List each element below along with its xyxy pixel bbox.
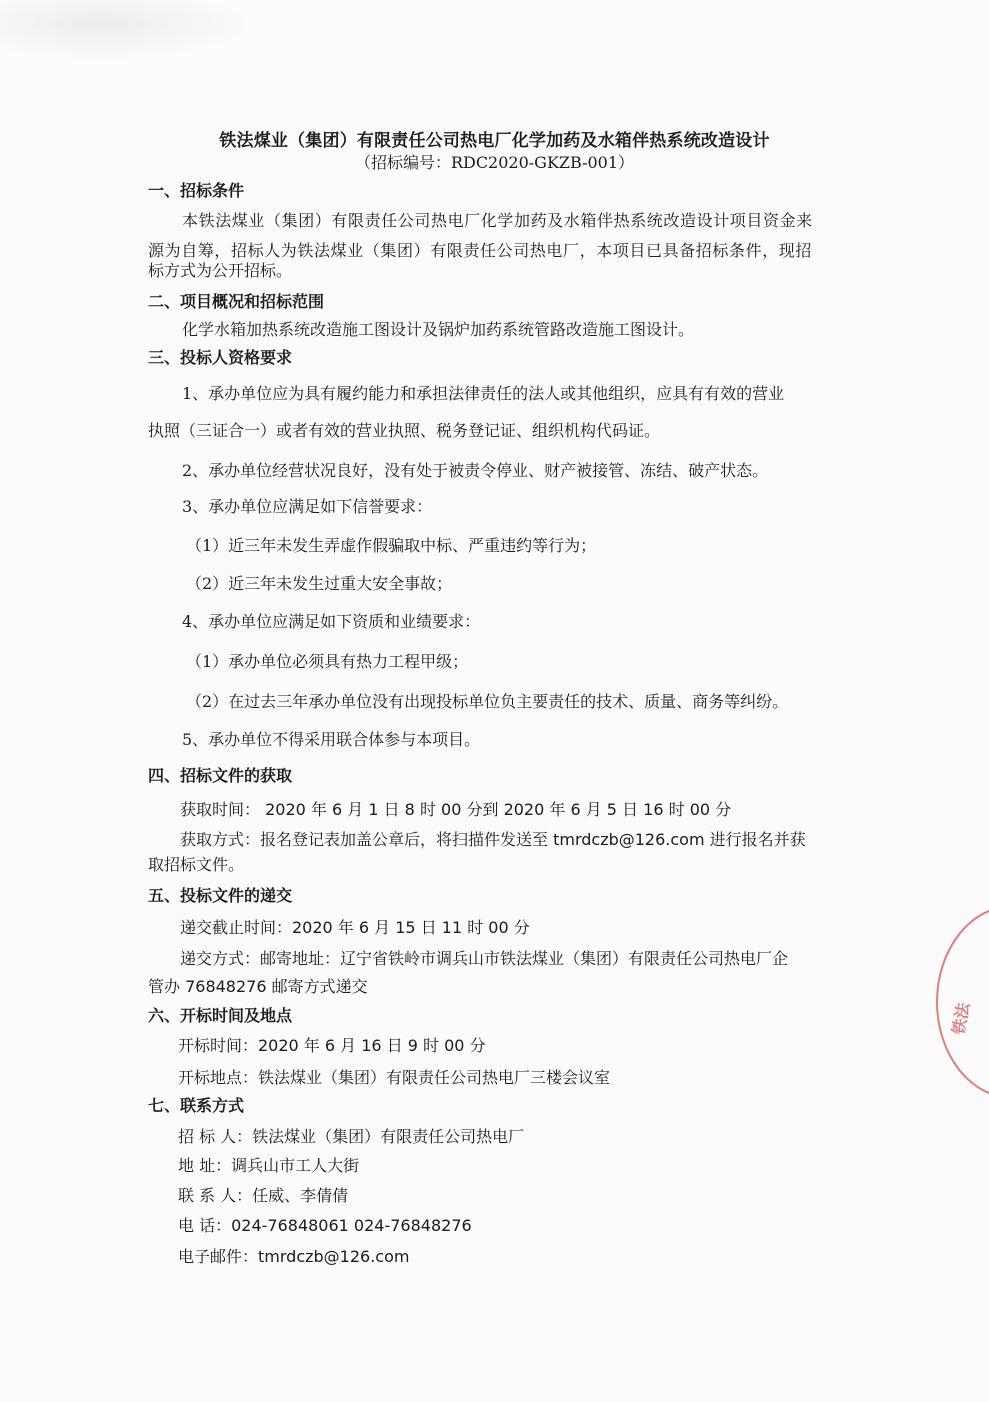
official-seal (936, 905, 989, 1099)
contact-phone: 电 话：024-76848061 024-76848276 (178, 1216, 472, 1235)
section-4-line: 取招标文件。 (148, 855, 245, 874)
acquisition-time: 获取时间： 2020 年 6 月 1 日 8 时 00 分到 2020 年 6 月 5 日 16 时 00 分 (180, 800, 732, 819)
section-3-line: （1）承办单位必须具有热力工程甲级； (186, 652, 469, 671)
section-5-line: 管办 76848276 邮寄方式递交 (148, 977, 368, 996)
section-3-line: （2）近三年未发生过重大安全事故； (186, 574, 453, 593)
section-3-heading: 三、投标人资格要求 (148, 348, 293, 367)
section-5-heading: 五、投标文件的递交 (148, 886, 293, 905)
section-1-line: 本铁法煤业（集团）有限责任公司热电厂化学加药及水箱伴热系统改造设计项目资金来 (182, 211, 813, 230)
section-3-line: （1）近三年未发生弄虚作假骗取中标、严重违约等行为； (186, 536, 597, 555)
acquisition-method: 获取方式：报名登记表加盖公章后，将扫描件发送至 tmrdczb@126.com 进行报名并获 (180, 830, 806, 849)
section-3-line: 5、承办单位不得采用联合体参与本项目。 (182, 730, 481, 749)
contact-person: 联 系 人：任威、李倩倩 (178, 1186, 349, 1205)
section-4-heading: 四、招标文件的获取 (148, 766, 293, 785)
section-3-line: 4、承办单位应满足如下资质和业绩要求： (182, 612, 481, 631)
contact-tenderer: 招 标 人：铁法煤业（集团）有限责任公司热电厂 (178, 1127, 525, 1146)
section-2-line: 化学水箱加热系统改造施工图设计及锅炉加药系统管路改造施工图设计。 (182, 320, 695, 339)
scan-artifact (0, 0, 250, 60)
submission-deadline: 递交截止时间：2020 年 6 月 15 日 11 时 00 分 (180, 918, 530, 937)
section-2-heading: 二、项目概况和招标范围 (148, 292, 325, 311)
submission-method: 递交方式：邮寄地址：辽宁省铁岭市调兵山市铁法煤业（集团）有限责任公司热电厂企 (180, 949, 789, 968)
section-3-line: 1、承办单位应为具有履约能力和承担法律责任的法人或其他组织，应具有有效的营业 (182, 384, 785, 403)
opening-location: 开标地点：铁法煤业（集团）有限责任公司热电厂三楼会议室 (178, 1068, 611, 1087)
section-1-heading: 一、招标条件 (148, 181, 245, 200)
section-1-line: 源为自筹，招标人为铁法煤业（集团）有限责任公司热电厂，本项目已具备招标条件，现招 (148, 241, 813, 260)
contact-email: 电子邮件：tmrdczb@126.com (178, 1247, 410, 1266)
section-3-line: 3、承办单位应满足如下信誉要求： (182, 497, 433, 516)
section-3-line: （2）在过去三年承办单位没有出现投标单位负主要责任的技术、质量、商务等纠纷。 (186, 692, 789, 711)
section-3-line: 执照（三证合一）或者有效的营业执照、税务登记证、组织机构代码证。 (148, 421, 661, 440)
document-title: 铁法煤业（集团）有限责任公司热电厂化学加药及水箱伴热系统改造设计 (219, 131, 770, 151)
tender-number: （招标编号：RDC2020-GKZB-001） (354, 153, 635, 172)
section-1-line: 标方式为公开招标。 (148, 261, 293, 280)
section-7-heading: 七、联系方式 (148, 1096, 245, 1115)
section-3-line: 2、承办单位经营状况良好，没有处于被责令停业、财产被接管、冻结、破产状态。 (182, 461, 769, 480)
section-6-heading: 六、开标时间及地点 (148, 1006, 293, 1025)
contact-address: 地 址：调兵山市工人大街 (178, 1156, 360, 1175)
seal-text: 铁法 (948, 1001, 974, 1037)
opening-time: 开标时间：2020 年 6 月 16 日 9 时 00 分 (178, 1036, 486, 1055)
